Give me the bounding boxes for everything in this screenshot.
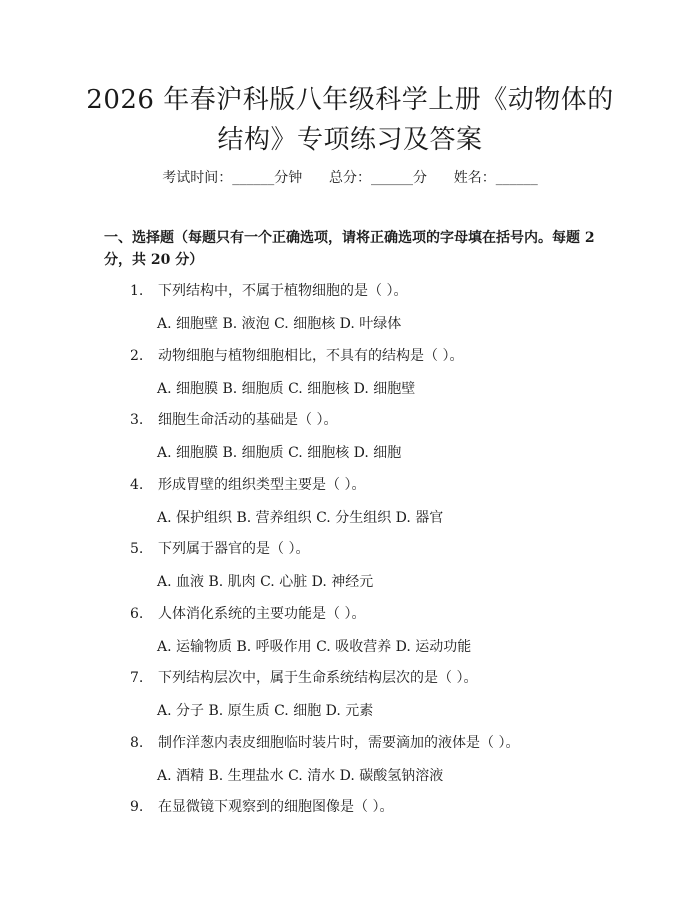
exam-meta-line: 考试时间：______分钟 总分：______分 姓名：______ bbox=[162, 170, 538, 186]
title-line-2: 结构》专项练习及答案 bbox=[217, 125, 483, 155]
question-options: A. 分子 B. 原生质 C. 细胞 D. 元素 bbox=[157, 703, 374, 719]
question-item bbox=[0, 346, 700, 411]
question-item bbox=[0, 604, 700, 669]
question-text: 人体消化系统的主要功能是（ ）。 bbox=[158, 605, 366, 622]
question-item bbox=[0, 539, 700, 604]
question-number: 3. bbox=[130, 412, 144, 428]
question-item bbox=[0, 475, 700, 540]
question-options: A. 细胞壁 B. 液泡 C. 细胞核 D. 叶绿体 bbox=[157, 316, 402, 332]
question-item bbox=[0, 410, 700, 475]
title-line-1: 2026 年春沪科版八年级科学上册《动物体的 bbox=[86, 85, 614, 115]
question-number: 5. bbox=[130, 541, 144, 557]
question-text: 细胞生命活动的基础是（ ）。 bbox=[158, 412, 338, 428]
question-text: 动物细胞与植物细胞相比，不具有的结构是（ ）。 bbox=[158, 347, 464, 364]
section-heading bbox=[104, 227, 604, 271]
question-options: A. 酒精 B. 生理盐水 C. 清水 D. 碳酸氢钠溶液 bbox=[157, 767, 444, 784]
question-stem bbox=[130, 346, 463, 366]
question-text: 制作洋葱内表皮细胞临时装片时，需要滴加的液体是（ ）。 bbox=[158, 734, 520, 751]
section-heading-line-2: 分，共 20 分） bbox=[104, 252, 204, 268]
question-stem bbox=[130, 797, 393, 817]
question-text: 下列结构中，不属于植物细胞的是（ ）。 bbox=[158, 283, 408, 299]
question-item bbox=[0, 733, 700, 798]
question-stem bbox=[130, 733, 519, 753]
question-options: A. 运输物质 B. 呼吸作用 C. 吸收营养 D. 运动功能 bbox=[157, 638, 472, 655]
question-stem bbox=[130, 475, 365, 495]
question-number: 7. bbox=[130, 670, 144, 686]
question-options: A. 保护组织 B. 营养组织 C. 分生组织 D. 器官 bbox=[157, 509, 444, 526]
question-stem bbox=[130, 604, 365, 624]
question-number: 9. bbox=[130, 799, 144, 815]
question-stem bbox=[130, 668, 477, 688]
question-list bbox=[0, 281, 700, 862]
question-item bbox=[0, 797, 700, 862]
question-item bbox=[0, 281, 700, 346]
question-text: 在显微镜下观察到的细胞图像是（ ）。 bbox=[158, 799, 394, 815]
question-text: 下列属于器官的是（ ）。 bbox=[158, 541, 310, 557]
question-number: 8. bbox=[130, 734, 144, 751]
question-number: 4. bbox=[130, 476, 144, 493]
question-number: 1. bbox=[130, 283, 144, 299]
question-number: 2. bbox=[130, 347, 144, 364]
question-options: A. 细胞膜 B. 细胞质 C. 细胞核 D. 细胞 bbox=[157, 445, 402, 461]
question-stem bbox=[130, 410, 337, 430]
question-number: 6. bbox=[130, 605, 144, 622]
question-text: 形成胃壁的组织类型主要是（ ）。 bbox=[158, 476, 366, 493]
section-heading-line-1: 一、选择题（每题只有一个正确选项，请将正确选项的字母填在括号内。每题 2 bbox=[104, 230, 595, 246]
question-text: 下列结构层次中，属于生命系统结构层次的是（ ）。 bbox=[158, 670, 478, 686]
question-stem bbox=[130, 539, 309, 559]
question-stem bbox=[130, 281, 407, 301]
document-title bbox=[60, 80, 640, 160]
question-item bbox=[0, 668, 700, 733]
question-options: A. 血液 B. 肌肉 C. 心脏 D. 神经元 bbox=[157, 574, 374, 590]
question-options: A. 细胞膜 B. 细胞质 C. 细胞核 D. 细胞壁 bbox=[157, 380, 416, 397]
